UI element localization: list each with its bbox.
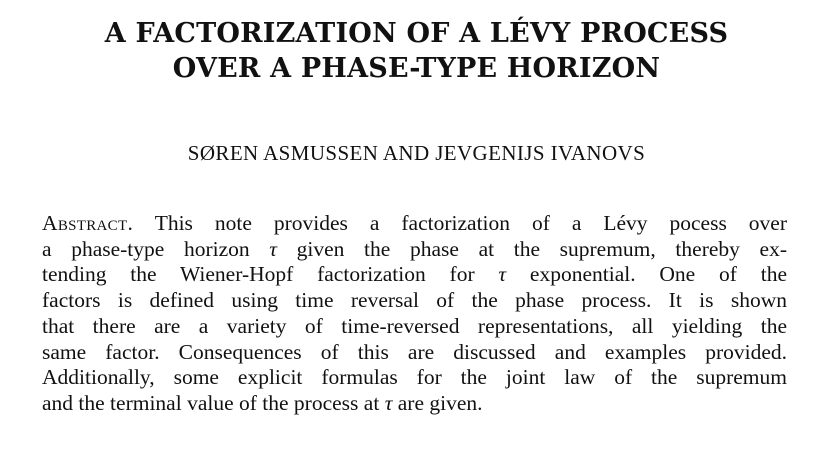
abstract-line: a phase-type horizon τ given the phase at the supremum, thereby ex- [42, 236, 787, 261]
abstract-line: factors is defined using time reversal of the phase process. It is shown [42, 288, 787, 313]
abstract-line: tending the Wiener-Hopf factorization for τ exponential. One of the [42, 262, 787, 287]
math-symbol-tau: τ [384, 390, 393, 415]
author-list: SØREN ASMUSSEN AND JEVGENIJS IVANOVS [187, 141, 646, 165]
abstract-line: and the terminal value of the process at τ are given. [42, 390, 483, 415]
math-symbol-tau: τ [269, 236, 277, 261]
paper-title [0, 16, 833, 86]
math-symbol-tau: τ [498, 262, 507, 287]
abstract-line: same factor. Consequences of this are discussed and examples provided. [42, 339, 787, 364]
abstract [42, 211, 787, 417]
title-line-1: A FACTORIZATION OF A LÉVY PROCESS [104, 18, 729, 49]
abstract-heading: Abstract. [42, 211, 134, 235]
abstract-line: that there are a variety of time-reversed representations, all yielding the [42, 313, 787, 338]
abstract-line-text: This note provides a factorization of a Lévy pocess over [154, 211, 787, 235]
abstract-line [42, 211, 787, 237]
title-line-2: OVER A PHASE-TYPE HORIZON [172, 53, 661, 84]
abstract-line: Additionally, some explicit formulas for the joint law of the supremum [42, 365, 787, 390]
